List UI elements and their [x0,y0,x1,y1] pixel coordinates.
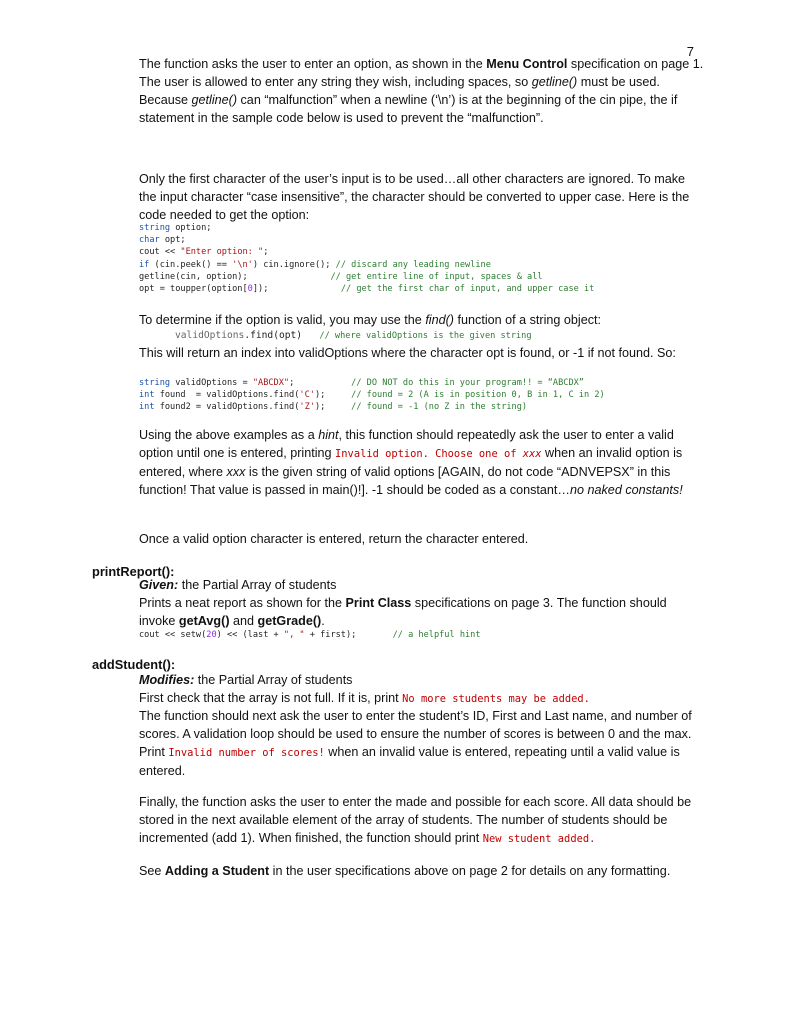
code-print-report-hint: cout << setw(20) << (last + ", " + first); // a helpful hint [139,630,481,640]
print-report-given: Given: the Partial Array of students [139,578,337,592]
code-line: opt = toupper(option[0]); // get the first char of input, and upper case it [139,284,595,295]
paragraph-intro: The function asks the user to enter an option, as shown in the Menu Control specification on page 1. The user is allowed to enter any string they wish, including spaces, so getline() must be used. Because getline() can “malfunction” when a newline (‘\n’) is at the beginning of the cin pipe, the if statement in the sample code below is used to prevent the “malfunction”. [139,57,704,125]
paragraph-first-char: Only the first character of the user’s input is to be used…all other characters are ignored. To make the input character “case insensitive”, the character should be converted to upper case. Here is the code needed to get the option: [139,172,690,222]
code-line: cout << "Enter option: "; [139,247,269,258]
heading-add-student: addStudent(): [92,657,176,672]
paragraph-return-index: This will return an index into validOptions where the character opt is found, or -1 if not found. So: [139,346,676,360]
code-block-find [139,377,605,414]
page-number: 7 [686,44,694,59]
code-line: int found = validOptions.find('C'); // found = 2 (A is in position 0, B in 1, C in 2) [139,390,605,401]
heading-print-report: printReport(): [92,564,175,579]
code-find-example: validOptions.find(opt) // where validOptions is the given string [175,330,532,341]
paragraph-hint: Using the above examples as a hint, this function should repeatedly ask the user to enter a valid option until one is entered, printing Invalid option. Choose one of xxx when an invalid option is entered, where xxx is the given string of valid options [AGAIN, do not code “ADNVEPSX” in this function! That value is passed in main()!]. -1 should be coded as a constant…no naked constants! [139,428,683,497]
paragraph-return: Once a valid option character is entered, return the character entered. [139,532,529,546]
add-student-check-full: First check that the array is not full. If it is, print No more students may be added. [139,691,590,705]
code-line: int found2 = validOptions.find('Z'); // found = -1 (no Z in the string) [139,402,528,413]
code-line: string validOptions = "ABCDX"; // DO NOT do this in your program!! = “ABCDX” [139,378,584,388]
add-student-modifies: Modifies: the Partial Array of students [139,673,353,687]
code-line: string option; [139,223,212,233]
print-report-description: Prints a neat report as shown for the Print Class specifications on page 3. The function should invoke getAvg() and getGrade(). [139,596,667,628]
add-student-validation: The function should next ask the user to enter the student’s ID, First and Last name, and number of scores. A validation loop should be used to ensure the number of scores is between 0 and the max. Print Invalid number of scores! when an invalid value is entered, repeating until a valid value is entered. [139,709,692,778]
add-student-scores: Finally, the function asks the user to enter the made and possible for each score. All data should be stored in the next available element of the array of students. The number of students should be incremented (add 1). When finished, the function should print New student added. [139,795,692,845]
code-block-get-option [139,222,594,295]
code-line: char opt; [139,235,186,246]
code-line: if (cin.peek() == '\n') cin.ignore(); // discard any leading newline [139,259,491,270]
add-student-see-also: See Adding a Student in the user specifications above on page 2 for details on any formatting. [139,864,671,878]
code-line: getline(cin, option); // get entire line of input, spaces & all [139,271,543,282]
paragraph-find: To determine if the option is valid, you may use the find() function of a string object: [139,313,602,327]
